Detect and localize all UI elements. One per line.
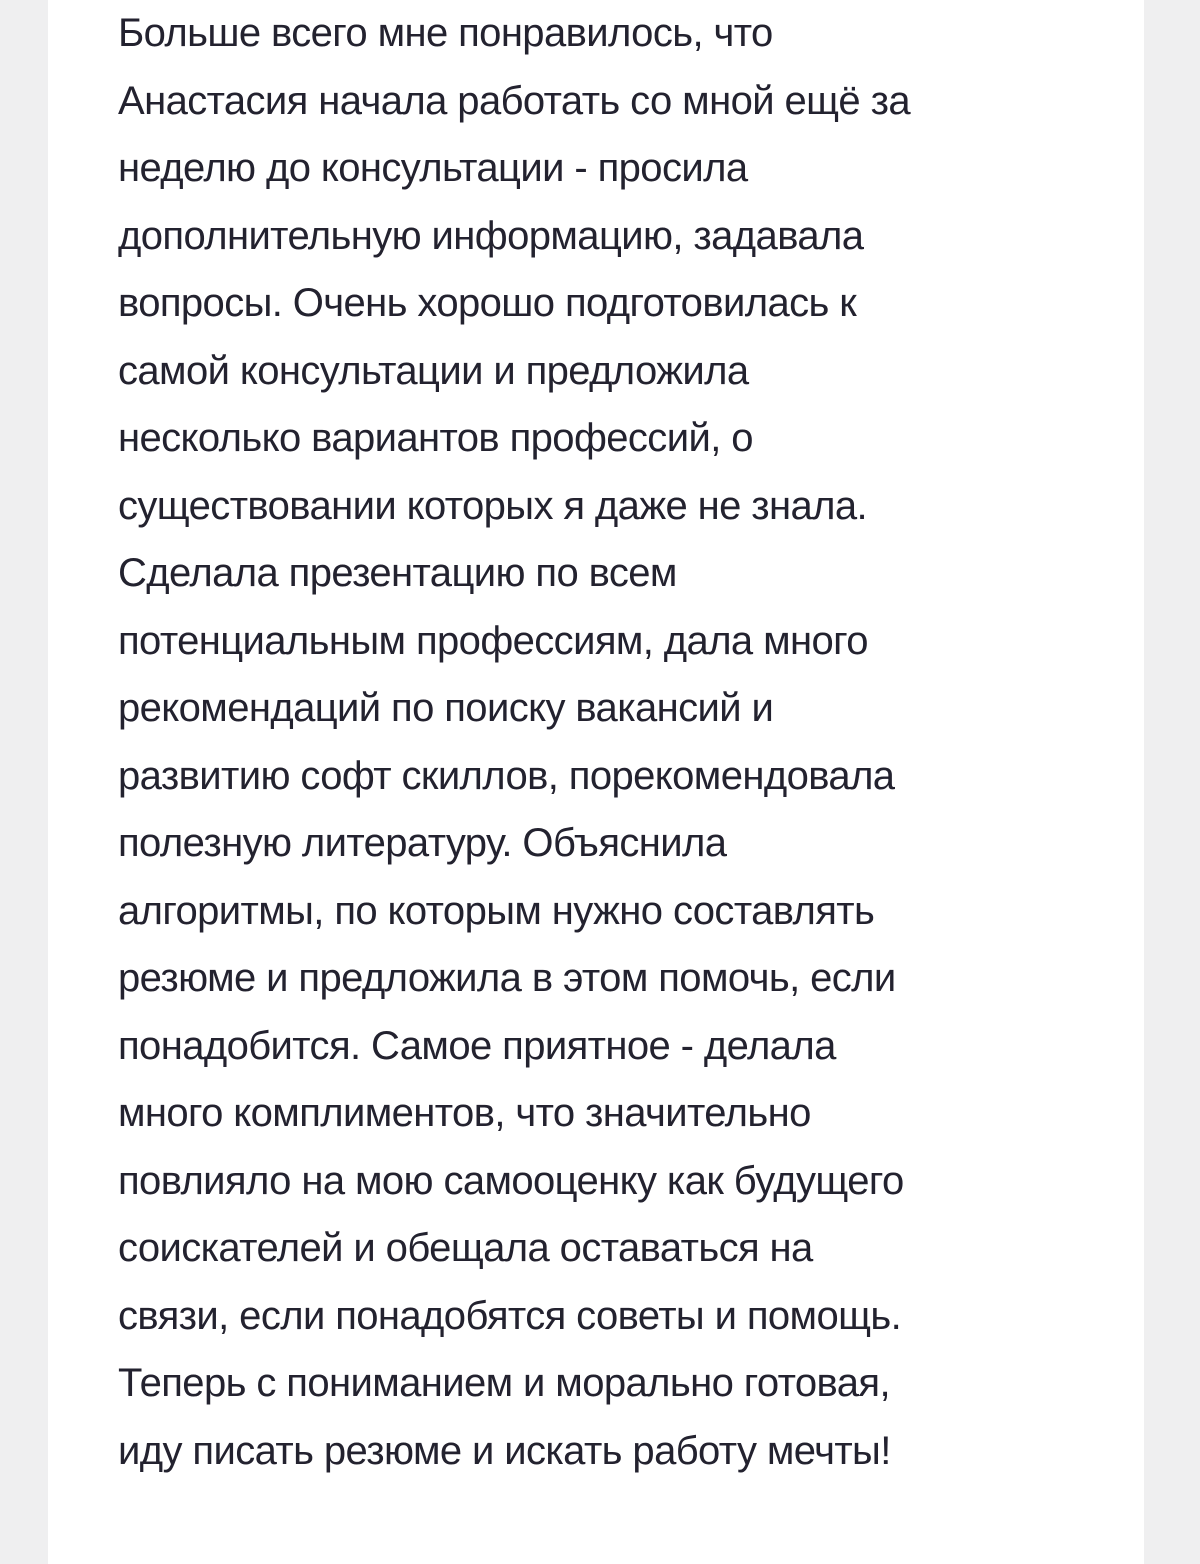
review-line: самой консультации и предложила (118, 348, 749, 393)
review-line: рекомендаций по поиску вакансий и (118, 686, 774, 730)
review-line: иду писать резюме и искать работу мечты! (118, 1428, 891, 1473)
review-line: неделю до консультации - просила (118, 146, 748, 190)
review-text (118, 0, 1148, 1485)
review-line: связи, если понадобятся советы и помощь. (118, 1293, 902, 1338)
review-line: Больше всего мне понравилось, что (118, 11, 773, 55)
review-line: Анастасия начала работать со мной ещё за (118, 78, 910, 123)
review-line: Теперь с пониманием и морально готовая, (118, 1361, 890, 1405)
review-line: соискателей и обещала оставаться на (118, 1226, 813, 1270)
review-line: алгоритмы, по которым нужно составлять (118, 888, 875, 933)
review-line: резюме и предложила в этом помочь, если (118, 956, 896, 1000)
review-line: дополнительную информацию, задавала (118, 213, 864, 258)
review-line: развитию софт скиллов, порекомендовала (118, 753, 895, 798)
review-line: существовании которых я даже не знала. (118, 483, 868, 528)
review-line: полезную литературу. Объяснила (118, 821, 727, 865)
review-line: несколько вариантов профессий, о (118, 416, 753, 460)
review-line: вопросы. Очень хорошо подготовилась к (118, 281, 857, 325)
review-line: Сделала презентацию по всем (118, 551, 677, 595)
review-line: понадобится. Самое приятное - делала (118, 1023, 836, 1068)
review-line: повлияло на мою самооценку как будущего (118, 1158, 904, 1203)
review-line: потенциальным профессиям, дала много (118, 618, 868, 663)
review-line: много комплиментов, что значительно (118, 1091, 811, 1135)
